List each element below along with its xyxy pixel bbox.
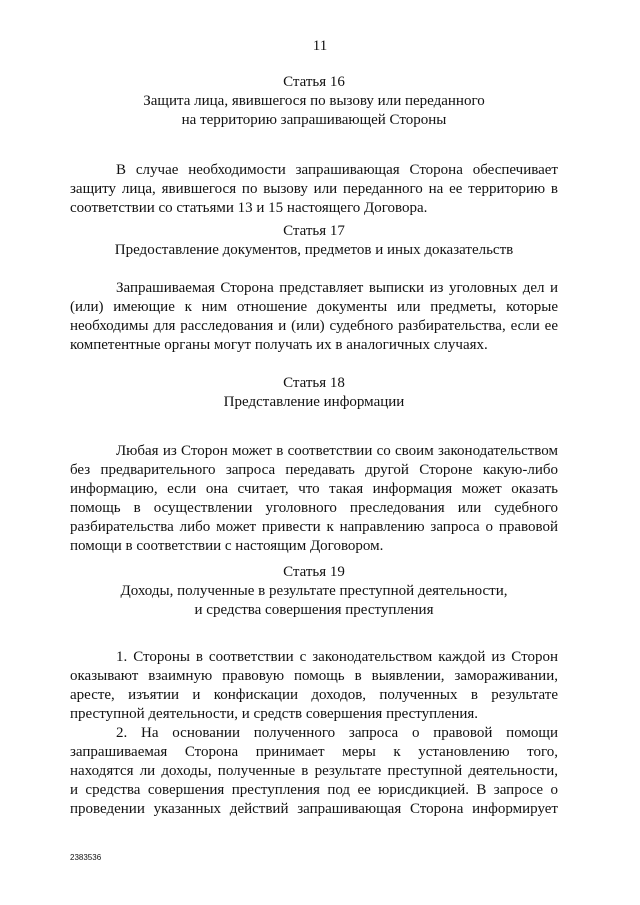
article-paragraph — [70, 442, 558, 556]
paragraph-line: В случае необходимости запрашивающая Сторона обеспечивает — [116, 162, 558, 178]
article-title — [70, 393, 558, 412]
article-title — [70, 582, 558, 620]
article-title-line: и средства совершения преступления — [194, 602, 434, 618]
paragraph-line: защиту лица, явившегося по вызову или переданного на ее территорию в — [70, 181, 558, 197]
paragraph-line: компетентные органы могут получать их в аналогичных случаях. — [70, 337, 488, 353]
article-title-line: Представление информации — [223, 394, 405, 410]
page-number: 11 — [312, 38, 328, 54]
article-number: Статья 16 — [283, 74, 345, 90]
paragraph-line: 1. Стороны в соответствии с законодательством каждой из Сторон — [116, 649, 558, 665]
article-16 — [70, 73, 558, 218]
paragraph-line: преступной деятельности, и средств совершения преступления. — [70, 706, 479, 722]
article-title-line: на территорию запрашивающей Стороны — [181, 112, 447, 128]
article-title-line: Защита лица, явившегося по вызову или переданного — [143, 93, 485, 109]
article-19 — [70, 563, 558, 819]
article-18 — [70, 374, 558, 556]
article-paragraph — [70, 161, 558, 218]
article-title — [70, 241, 558, 260]
paragraph-line: соответствии со статьями 13 и 15 настоящего Договора. — [70, 200, 428, 216]
article-number: Статья 17 — [283, 223, 345, 239]
paragraph-line: и средства совершения преступления под ее юрисдикцией. В запросе о — [70, 782, 558, 798]
article-number: Статья 19 — [283, 564, 345, 580]
paragraph-line: разбирательства либо может привести к направлению запроса о правовой — [70, 519, 558, 535]
article-17 — [70, 222, 558, 355]
article-paragraph — [70, 724, 558, 819]
paragraph-line: (или) имеющие к ним отношение документы или предметы, которые — [70, 299, 558, 315]
article-title-line: Доходы, полученные в результате преступной деятельности, — [120, 583, 508, 599]
paragraph-line: Любая из Сторон может в соответствии со своим законодательством — [116, 443, 558, 459]
paragraph-line: находятся ли доходы, полученные в результате преступной деятельности, — [70, 763, 558, 779]
paragraph-line: аресте, изъятии и конфискации доходов, полученных в результате — [70, 687, 558, 703]
article-number: Статья 18 — [283, 375, 345, 391]
article-title-line: Предоставление документов, предметов и иных доказательств — [114, 242, 514, 258]
document-code: 2383536 — [70, 853, 102, 862]
paragraph-line: Запрашиваемая Сторона представляет выписки из уголовных дел и — [116, 280, 558, 296]
article-paragraph — [70, 279, 558, 355]
article-title — [70, 92, 558, 130]
paragraph-line: проведении указанных действий запрашивающая Сторона информирует — [70, 801, 558, 817]
paragraph-line: запрашиваемая Сторона принимает меры к установлению того, — [70, 744, 558, 760]
paragraph-line: оказывают взаимную правовую помощь в выявлении, замораживании, — [70, 668, 558, 684]
paragraph-line: помощи в соответствии с настоящим Договором. — [70, 538, 384, 554]
paragraph-line: помощь в осуществлении уголовного преследования или судебного — [70, 500, 558, 516]
paragraph-line: необходимы для расследования и (или) судебного разбирательства, если ее — [70, 318, 558, 334]
article-paragraph — [70, 648, 558, 724]
paragraph-line: 2. На основании полученного запроса о правовой помощи — [116, 725, 558, 741]
paragraph-line: без предварительного запроса передавать другой Стороне какую-либо — [70, 462, 558, 478]
paragraph-line: информацию, если она считает, что такая информация может оказать — [70, 481, 558, 497]
